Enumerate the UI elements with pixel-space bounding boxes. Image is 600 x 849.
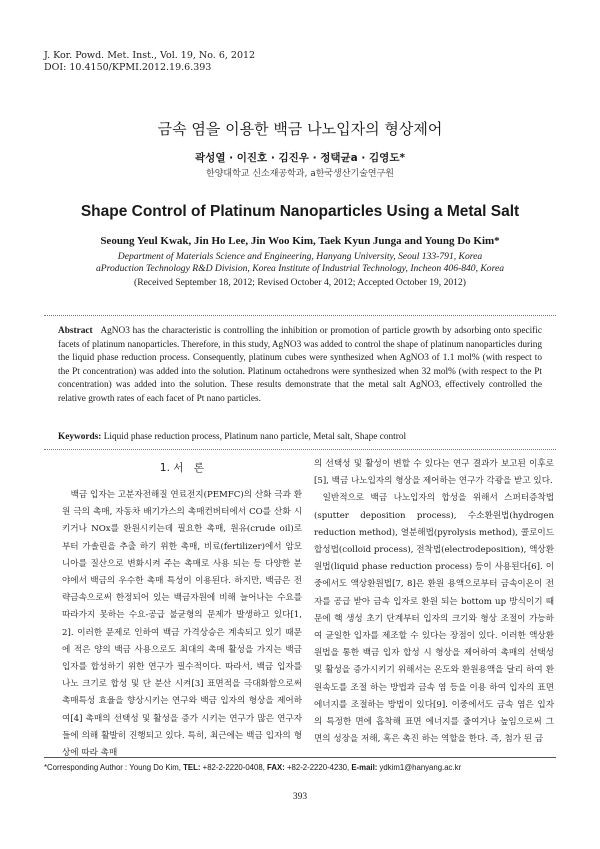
footnote-email-label: E-mail: — [351, 763, 378, 772]
footnote-author: *Corresponding Author : Young Do Kim, — [44, 763, 181, 772]
footnote-tel-label: TEL: — [183, 763, 201, 772]
english-title: Shape Control of Platinum Nanoparticles Using a Metal Salt — [80, 203, 520, 220]
left-column — [62, 487, 302, 762]
keywords-text: Liquid phase reduction process, Platinum nano particle, Metal salt, Shape control — [103, 432, 407, 442]
abstract-label: Abstract — [58, 326, 93, 336]
right-column — [314, 456, 554, 748]
keywords — [58, 432, 542, 442]
footnote-rule — [44, 757, 556, 758]
affiliation-line-2: aProduction Technology R&D Division, Korea Institute of Industrial Technology, Incheon 406-840, Korea — [95, 263, 505, 274]
korean-title: 금속 염을 이용한 백금 나노입자의 형상제어 — [157, 120, 443, 138]
left-paragraph: 백금 입자는 고분자전해질 연료전지(PEMFC)의 산화 극과 환원 극의 촉매, 자동차 배기가스의 촉매컨버터에서 CO를 산화 시키거나 NOx를 환원시키는데 필요한 촉매, 원유(crude oil)로 부터 가솔린을 추출 하기 위한 촉매, 비료(fertilizer)에서 암모니아를 질산으로 변화시켜 주는 촉매로 사용 되는 등 다양한 분야에서 백금의 우수한 촉매 특성이 이용된다. 하지만, 백금은 전략금속으로써 한정되어 있는 백금자원에 비해 늘어나는 수요를 따라가지 못하는 수요-공급 불균형의 문제가 발생하고 있다[1, 2]. 이러한 문제로 인하여 백금 가격상승은 계속되고 있기 때문에 적은 양의 백금 사용으로도 최대의 촉매 활성을 가지는 백금 입자를 합성하기 위한 연구가 필수적이다. 따라서, 백금 입자를 나노 크기로 합성 및 단 분산 시켜[3] 표면적을 극대화함으로써 촉매특성 효율을 향상시키는 연구와 백금 입자의 형상을 제어하여[4] 촉매의 선택성 및 활성을 증가 시키는 연구가 많은 연구자들에 의해 활발히 진행되고 있다. 특히, 최근에는 백금 입자의 형상에 따라 촉매 — [62, 490, 302, 759]
footnote-email[interactable]: ydkim1@hanyang.ac.kr — [379, 763, 462, 772]
received-dates: (Received September 18, 2012; Revised October 4, 2012; Accepted October 19, 2012) — [134, 277, 466, 288]
divider-bottom — [44, 449, 556, 450]
page-number: 393 — [292, 792, 308, 802]
english-authors: Seoung Yeul Kwak, Jin Ho Lee, Jin Woo Kim, Taek Kyun Junga and Young Do Kim* — [100, 235, 500, 247]
affiliation-line-1: Department of Materials Science and Engineering, Hanyang University, Seoul 133-791, Korea — [117, 251, 483, 262]
doi-line: DOI: 10.4150/KPMI.2012.19.6.393 — [44, 62, 212, 73]
journal-header — [44, 50, 255, 74]
footnote — [44, 763, 461, 772]
footnote-tel: +82-2-2220-0408, — [202, 763, 265, 772]
abstract — [58, 325, 542, 407]
divider-top — [44, 315, 556, 316]
footnote-fax-label: FAX: — [267, 763, 285, 772]
journal-line: J. Kor. Powd. Met. Inst., Vol. 19, No. 6, 2012 — [44, 50, 256, 61]
footnote-fax: +82-2-2220-4230, — [286, 763, 350, 772]
korean-affiliation: 한양대학교 신소재공학과, a한국생산기술연구원 — [206, 169, 394, 179]
english-affiliation — [30, 251, 570, 275]
korean-authors: 곽성열 · 이진호 · 김진우 · 정택균a · 김영도* — [195, 152, 405, 164]
abstract-text: AgNO3 has the characteristic is controlling the inhibition or promotion of particle growth by adsorbing onto specific facets of platinum nanoparticles. Therefore, in this study, AgNO3 was added to control the shape of platinum nanoparticles during the liquid phase reduction process. Consequently, platinum cubes were synthesized when AgNO3 of 1.1 mol% (with respect to the Pt concentration) was added into the solution. Platinum octahedrons were synthesized when 32 mol% (with respect to the Pt concentration) was added into the solution. These results demonstrate that the metal salt AgNO3, effectively controlled the relative growth rates of each facet of Pt nano particles. — [58, 326, 542, 404]
right-paragraph-2: 일반적으로 백금 나노입자의 합성을 위해서 스퍼터증착법(sputter deposition process), 수소환원법(hydrogen reduction method), 열분해법(pyrolysis method), 콜로이드 합성법(colloid process), 전착법(electrodeposition), 액상환원법(liquid phase reduction process) 등이 사용된다[6]. 이 중에서도 액상환원법[7, 8]은 환원 용액으로부터 금속이온이 전자를 공급 받아 금속 입자로 환원 되는 bottom up 방식이기 때문에 핵 생성 초기 단계부터 입자의 크기와 형상 조절이 가능하여 균일한 입자를 제조할 수 있다는 장점이 있다. 이러한 액상환원법을 통한 백금 입자 합성 시 형상을 제어하여 촉매의 선택성 및 활성을 증가시키기 위해서는 온도와 환원용액을 달리 하여 환원속도를 조절 하는 방법과 금속 염 등을 이용 하여 입자의 표면에너지를 조절하는 방법이 있다[9]. 이중에서도 금속 염은 입자의 특정한 면에 흡착해 표면 에너지를 줄여거나 높임으로써 그 면의 성장을 저해, 혹은 촉진 하는 역할을 한다. 즉, 첨가 된 금 — [314, 493, 554, 745]
right-paragraph-1: 의 선택성 및 활성이 변할 수 있다는 연구 결과가 보고된 이후로[5], 백금 나노입자의 형상을 제어하는 연구가 각광을 받고 있다. — [314, 459, 554, 487]
keywords-label: Keywords: — [58, 432, 102, 442]
section-heading: 1. 서 론 — [159, 462, 205, 474]
